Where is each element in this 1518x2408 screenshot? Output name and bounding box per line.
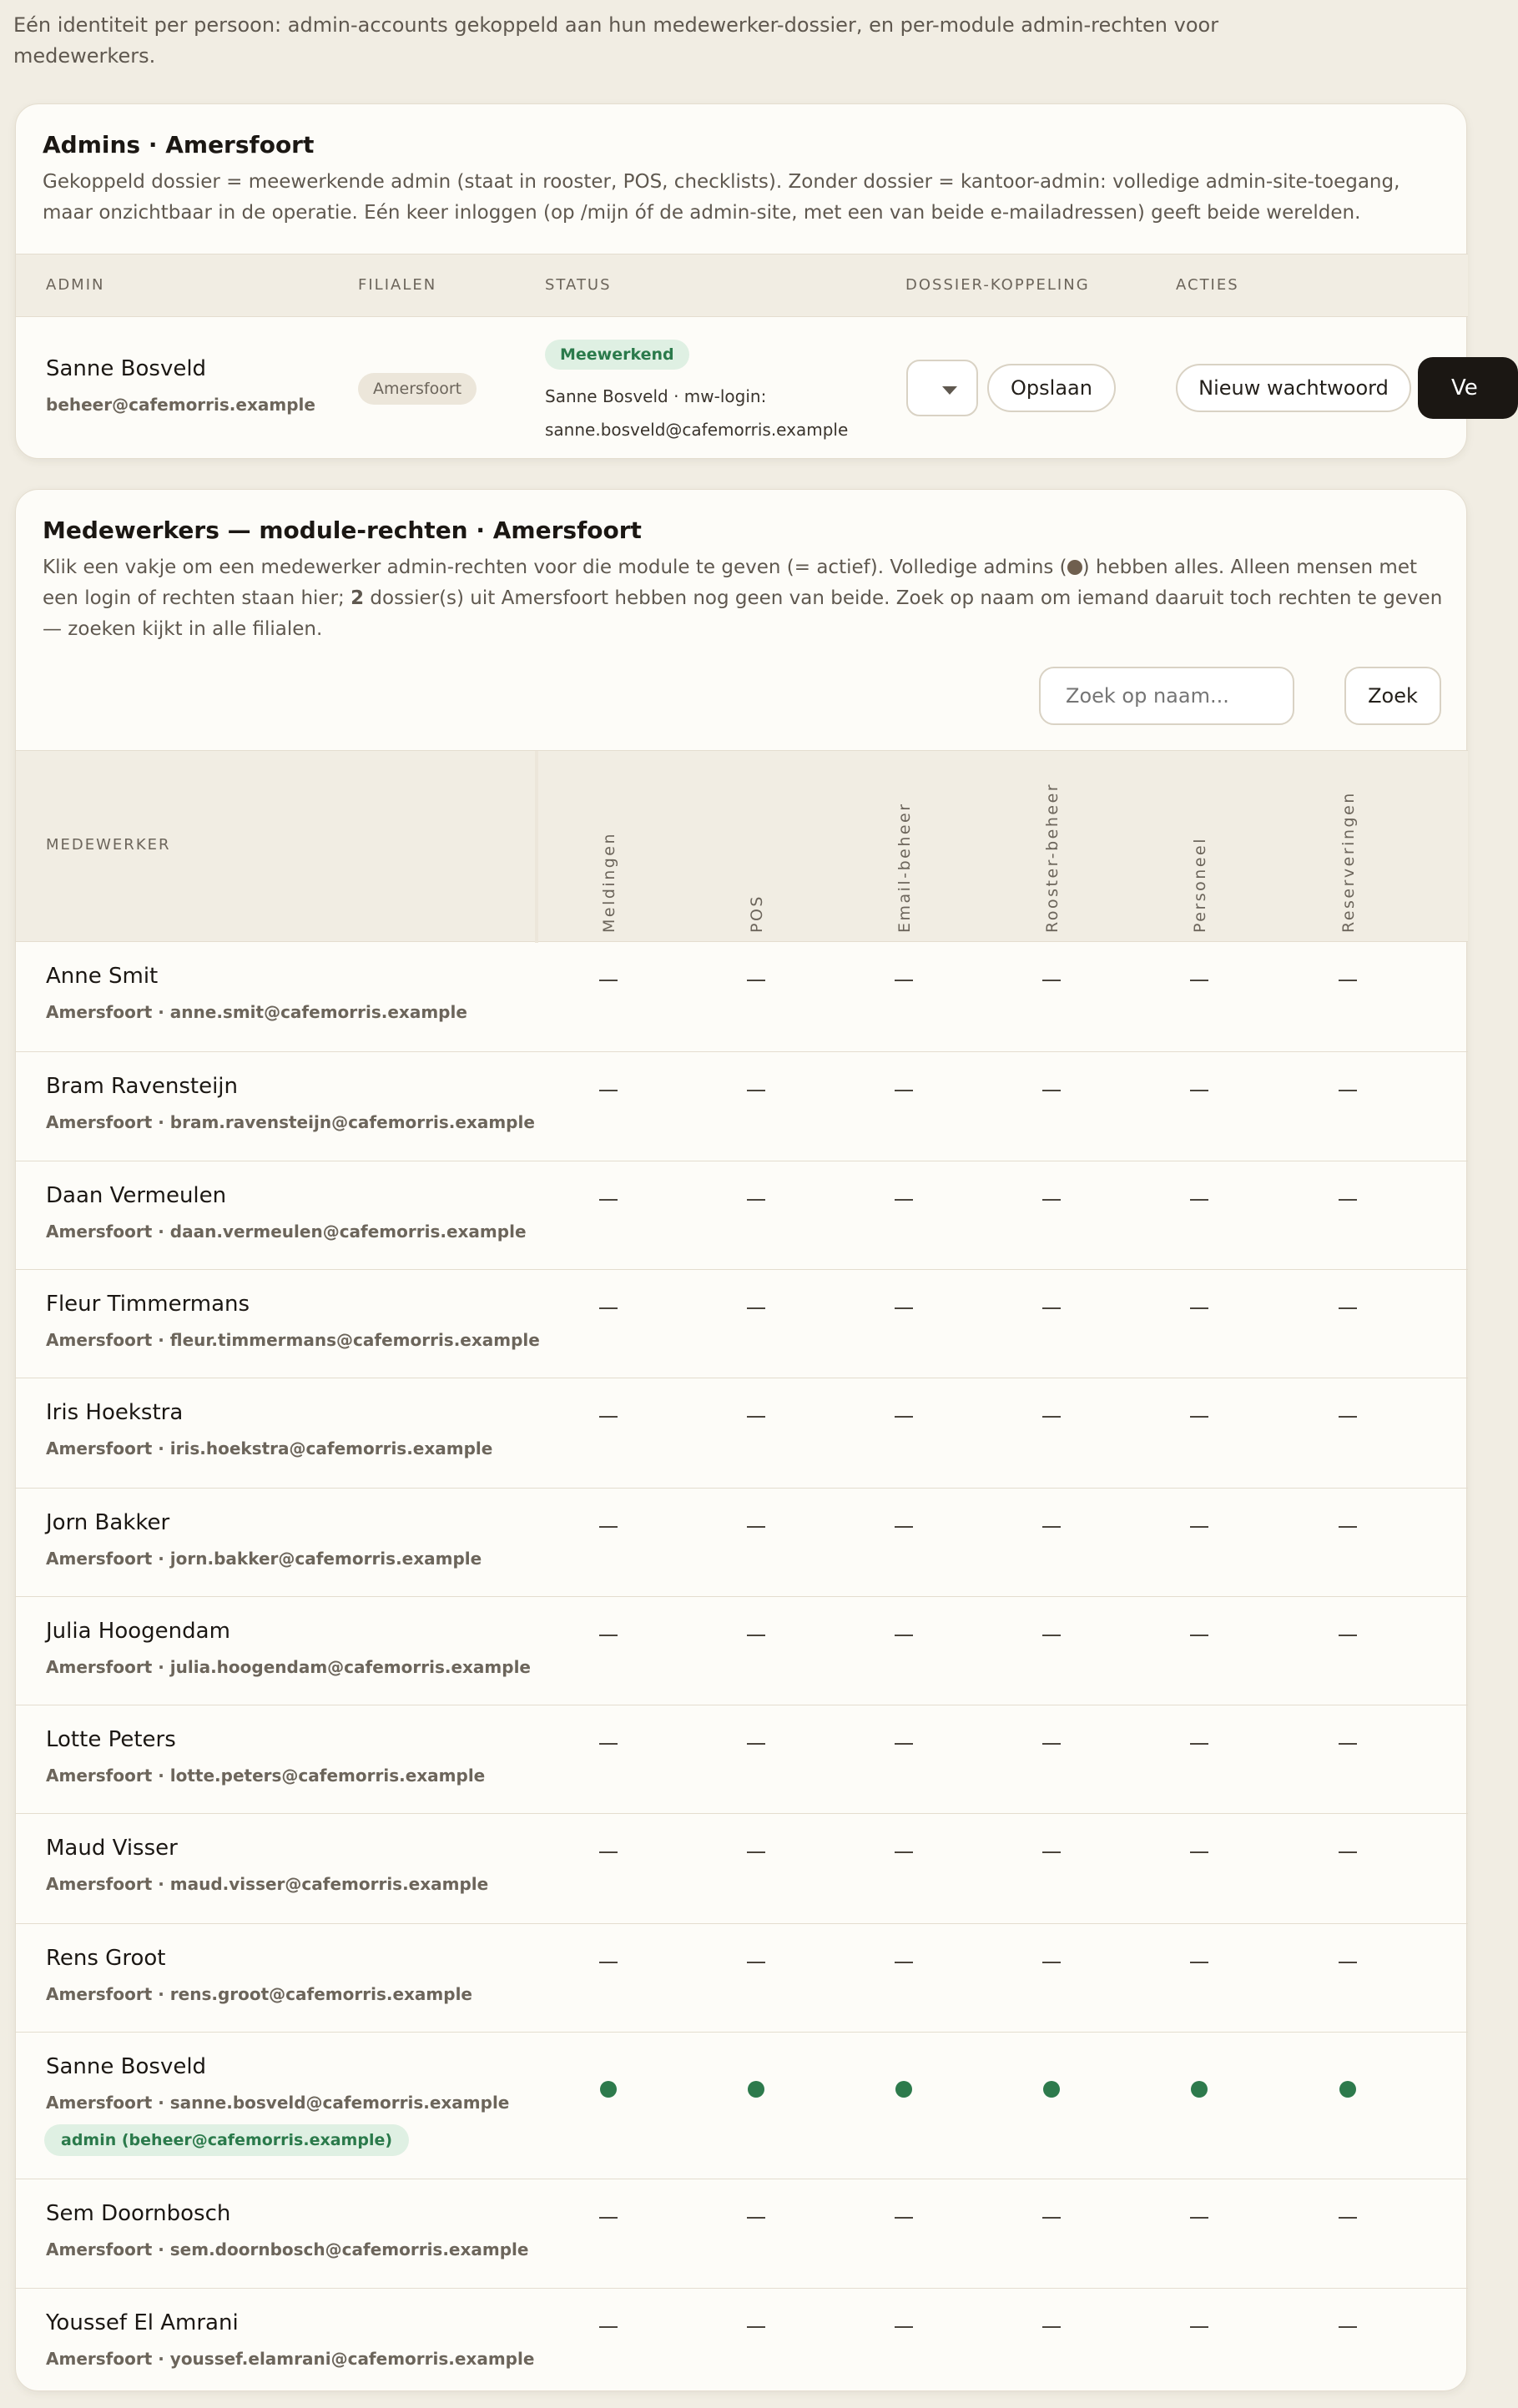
inactive-dash-icon (1339, 2326, 1357, 2328)
inactive-dash-icon (1042, 1526, 1061, 1528)
employee-subtitle: Amersfoort · jorn.bakker@cafemorris.example (46, 1549, 482, 1569)
employee-subtitle: Amersfoort · julia.hoogendam@cafemorris.example (46, 1657, 531, 1677)
inactive-dash-icon (1042, 1851, 1061, 1853)
permission-toggle-rooster-beheer[interactable] (1035, 2073, 1068, 2106)
admin-dot-icon (1067, 560, 1082, 575)
inactive-dash-icon (895, 980, 913, 981)
col-acties: ACTIES (1176, 276, 1239, 294)
permission-toggle-meldingen[interactable] (592, 2073, 625, 2106)
inactive-dash-icon (895, 1199, 913, 1201)
inactive-dash-icon (747, 1199, 765, 1201)
permission-toggle-meldingen[interactable] (592, 1183, 625, 1217)
dark-action-button[interactable]: Ve (1418, 357, 1518, 419)
employee-name: Anne Smit (46, 964, 159, 989)
permission-toggle-rooster-beheer[interactable] (1035, 1292, 1068, 1325)
permission-toggle-reserveringen[interactable] (1331, 1292, 1364, 1325)
active-dot-icon (1339, 2081, 1356, 2098)
table-row (16, 1705, 1468, 1813)
table-row (16, 1923, 1468, 2032)
inactive-dash-icon (747, 1851, 765, 1853)
permission-toggle-email-beheer[interactable] (887, 1946, 920, 1979)
table-row (16, 1813, 1468, 1923)
permission-toggle-pos[interactable] (739, 1400, 773, 1433)
employee-subtitle: Amersfoort · fleur.timmermans@cafemorris.example (46, 1330, 540, 1350)
table-row (16, 1161, 1468, 1269)
desc-count: 2 (351, 587, 365, 609)
permission-toggle-pos[interactable] (739, 964, 773, 997)
employee-subtitle: Amersfoort · sanne.bosveld@cafemorris.example (46, 2093, 510, 2113)
status-line-1: Sanne Bosveld · mw-login: (545, 386, 767, 406)
inactive-dash-icon (599, 2217, 618, 2219)
desc-part-1: Klik een vakje om een medewerker admin-rechten voor die module te geven (= actief). Volledige admins ( (43, 557, 1067, 578)
staff-description (43, 552, 1453, 645)
inactive-dash-icon (1339, 2217, 1357, 2219)
desc-part-2: ) hebben alles. Alleen mensen met een login of rechten staan hier; (43, 557, 1417, 609)
permission-toggle-rooster-beheer[interactable] (1035, 1183, 1068, 1217)
inactive-dash-icon (599, 1962, 618, 1963)
permission-toggle-reserveringen[interactable] (1331, 964, 1364, 997)
col-dossier: DOSSIER-KOPPELING (905, 276, 1090, 294)
permission-toggle-pos[interactable] (739, 1183, 773, 1217)
permission-toggle-email-beheer[interactable] (887, 1400, 920, 1433)
permission-toggle-meldingen[interactable] (592, 1727, 625, 1761)
col-admin: ADMIN (46, 276, 105, 294)
employee-name: Lotte Peters (46, 1727, 176, 1752)
permission-toggle-reserveringen[interactable] (1331, 1836, 1364, 1869)
inactive-dash-icon (1190, 2217, 1208, 2219)
permission-toggle-reserveringen[interactable] (1331, 1074, 1364, 1107)
permission-toggle-email-beheer[interactable] (887, 1619, 920, 1652)
permission-toggle-personeel[interactable] (1183, 1400, 1216, 1433)
permission-toggle-rooster-beheer[interactable] (1035, 1836, 1068, 1869)
permission-toggle-reserveringen[interactable] (1331, 1619, 1364, 1652)
permission-toggle-meldingen[interactable] (592, 2310, 625, 2344)
permission-toggle-personeel[interactable] (1183, 1510, 1216, 1544)
inactive-dash-icon (895, 1635, 913, 1636)
permission-toggle-rooster-beheer[interactable] (1035, 1074, 1068, 1107)
employee-name: Maud Visser (46, 1836, 178, 1861)
inactive-dash-icon (895, 2326, 913, 2328)
inactive-dash-icon (1190, 1307, 1208, 1309)
page-intro: Eén identiteit per persoon: admin-accounts gekoppeld aan hun medewerker-dossier, en per-module admin-rechten voor medewerkers. (13, 13, 1219, 68)
active-dot-icon (1191, 2081, 1208, 2098)
employee-subtitle: Amersfoort · anne.smit@cafemorris.example (46, 1002, 467, 1022)
inactive-dash-icon (1339, 1526, 1357, 1528)
permission-toggle-reserveringen[interactable] (1331, 2310, 1364, 2344)
inactive-dash-icon (1190, 1090, 1208, 1091)
dossier-select[interactable] (906, 360, 978, 416)
employee-subtitle: Amersfoort · daan.vermeulen@cafemorris.example (46, 1222, 527, 1242)
inactive-dash-icon (599, 1416, 618, 1418)
col-module-1: POS (748, 894, 766, 933)
desc-part-3: dossier(s) uit Amersfoort hebben nog geen van beide. Zoek op naam om iemand daaruit toch rechten te geven — zoeken kijkt in alle filialen. (43, 587, 1443, 640)
employee-name: Jorn Bakker (46, 1510, 170, 1535)
inactive-dash-icon (1042, 1416, 1061, 1418)
admin-email: beheer@cafemorris.example (46, 395, 315, 415)
permission-toggle-meldingen[interactable] (592, 1400, 625, 1433)
permission-toggle-email-beheer[interactable] (887, 2310, 920, 2344)
inactive-dash-icon (599, 1743, 618, 1745)
location-pill: Amersfoort (358, 373, 477, 405)
employee-name: Rens Groot (46, 1946, 166, 1971)
active-dot-icon (748, 2081, 764, 2098)
inactive-dash-icon (1339, 1962, 1357, 1963)
active-dot-icon (1043, 2081, 1060, 2098)
col-module-0: Meldingen (600, 831, 618, 933)
inactive-dash-icon (747, 1416, 765, 1418)
permission-toggle-pos[interactable] (739, 1619, 773, 1652)
inactive-dash-icon (747, 1635, 765, 1636)
inactive-dash-icon (895, 1526, 913, 1528)
inactive-dash-icon (895, 1090, 913, 1091)
employee-name: Sem Doornbosch (46, 2201, 231, 2226)
employee-name: Julia Hoogendam (46, 1619, 230, 1644)
table-row (16, 1378, 1468, 1488)
inactive-dash-icon (895, 1307, 913, 1309)
admins-title: Admins · Amersfoort (43, 131, 315, 159)
permission-toggle-rooster-beheer[interactable] (1035, 2201, 1068, 2234)
inactive-dash-icon (895, 1962, 913, 1963)
inactive-dash-icon (599, 1635, 618, 1636)
permission-toggle-pos[interactable] (739, 1727, 773, 1761)
permission-toggle-pos[interactable] (739, 1510, 773, 1544)
inactive-dash-icon (599, 1199, 618, 1201)
permission-toggle-meldingen[interactable] (592, 964, 625, 997)
permission-toggle-meldingen[interactable] (592, 1836, 625, 1869)
status-detail (545, 380, 848, 446)
staff-table-header (16, 750, 1468, 942)
permission-toggle-personeel[interactable] (1183, 1836, 1216, 1869)
permission-toggle-email-beheer[interactable] (887, 1292, 920, 1325)
inactive-dash-icon (1339, 1416, 1357, 1418)
inactive-dash-icon (1042, 1090, 1061, 1091)
col-filialen: FILIALEN (358, 276, 437, 294)
employee-subtitle: Amersfoort · rens.groot@cafemorris.example (46, 1984, 472, 2004)
inactive-dash-icon (1190, 1526, 1208, 1528)
col-status: STATUS (545, 276, 612, 294)
employee-subtitle: Amersfoort · youssef.elamrani@cafemorris.example (46, 2349, 535, 2369)
permission-toggle-personeel[interactable] (1183, 2201, 1216, 2234)
employee-subtitle: Amersfoort · sem.doornbosch@cafemorris.example (46, 2239, 529, 2259)
inactive-dash-icon (1190, 1851, 1208, 1853)
inactive-dash-icon (1190, 1962, 1208, 1963)
permission-toggle-email-beheer[interactable] (887, 1836, 920, 1869)
employee-subtitle: Amersfoort · maud.visser@cafemorris.example (46, 1874, 489, 1894)
permission-toggle-pos[interactable] (739, 1292, 773, 1325)
inactive-dash-icon (747, 2326, 765, 2328)
inactive-dash-icon (1042, 2326, 1061, 2328)
table-row (16, 1488, 1468, 1596)
employee-subtitle: Amersfoort · bram.ravensteijn@cafemorris.example (46, 1112, 535, 1132)
search-button[interactable]: Zoek (1344, 667, 1441, 725)
permission-toggle-rooster-beheer[interactable] (1035, 964, 1068, 997)
permission-toggle-pos[interactable] (739, 1836, 773, 1869)
inactive-dash-icon (895, 1851, 913, 1853)
admins-description: Gekoppeld dossier = meewerkende admin (staat in rooster, POS, checklists). Zonder dossier = kantoor-admin: volledige admin-site-toegang, maar onzichtbaar in de operatie. Eén keer inloggen (op /mijn óf de admin-site, met een van beide e-mailadressen) geeft beide werelden. (43, 171, 1400, 224)
permission-toggle-rooster-beheer[interactable] (1035, 2310, 1068, 2344)
permission-toggle-reserveringen[interactable] (1331, 1510, 1364, 1544)
inactive-dash-icon (1339, 1635, 1357, 1636)
permission-toggle-meldingen[interactable] (592, 1946, 625, 1979)
inactive-dash-icon (1042, 1307, 1061, 1309)
employee-name: Fleur Timmermans (46, 1292, 250, 1317)
inactive-dash-icon (1190, 1416, 1208, 1418)
status-badge: Meewerkend (545, 340, 689, 370)
inactive-dash-icon (747, 1090, 765, 1091)
inactive-dash-icon (747, 1962, 765, 1963)
table-row (16, 2288, 1468, 2392)
inactive-dash-icon (747, 980, 765, 981)
inactive-dash-icon (1042, 1199, 1061, 1201)
table-row (16, 1051, 1468, 1161)
col-medewerker: MEDEWERKER (46, 836, 171, 854)
admin-tag: admin (beheer@cafemorris.example) (44, 2124, 409, 2156)
employee-name: Bram Ravensteijn (46, 1074, 239, 1099)
save-button[interactable]: Opslaan (987, 364, 1116, 412)
inactive-dash-icon (747, 1526, 765, 1528)
table-row (16, 1269, 1468, 1378)
col-module-4: Personeel (1191, 836, 1209, 933)
admins-card (15, 103, 1478, 459)
inactive-dash-icon (1042, 1635, 1061, 1636)
employee-name: Iris Hoekstra (46, 1400, 184, 1425)
permission-toggle-pos[interactable] (739, 1074, 773, 1107)
inactive-dash-icon (747, 2217, 765, 2219)
inactive-dash-icon (599, 980, 618, 981)
status-line-2: sanne.bosveld@cafemorris.example (545, 420, 849, 440)
inactive-dash-icon (599, 2326, 618, 2328)
permission-toggle-email-beheer[interactable] (887, 2201, 920, 2234)
search-input[interactable] (1039, 667, 1294, 725)
employee-subtitle: Amersfoort · iris.hoekstra@cafemorris.example (46, 1438, 493, 1458)
inactive-dash-icon (895, 2217, 913, 2219)
table-row (16, 942, 1468, 1051)
permission-toggle-rooster-beheer[interactable] (1035, 1727, 1068, 1761)
chevron-down-icon (942, 386, 957, 395)
inactive-dash-icon (1042, 2217, 1061, 2219)
inactive-dash-icon (1339, 1090, 1357, 1091)
permission-toggle-personeel[interactable] (1183, 1074, 1216, 1107)
col-module-2: Email-beheer (895, 802, 914, 933)
permission-toggle-email-beheer[interactable] (887, 1510, 920, 1544)
permission-toggle-meldingen[interactable] (592, 1074, 625, 1107)
inactive-dash-icon (895, 1743, 913, 1745)
permission-toggle-personeel[interactable] (1183, 1292, 1216, 1325)
admins-table-header (16, 254, 1468, 317)
header-divider (535, 751, 538, 943)
employee-name: Daan Vermeulen (46, 1183, 227, 1208)
permission-toggle-meldingen[interactable] (592, 1292, 625, 1325)
inactive-dash-icon (1042, 1962, 1061, 1963)
inactive-dash-icon (1190, 2326, 1208, 2328)
staff-permissions-card (15, 489, 1467, 2391)
inactive-dash-icon (1190, 1743, 1208, 1745)
permission-toggle-pos[interactable] (739, 2201, 773, 2234)
permission-toggle-personeel[interactable] (1183, 1727, 1216, 1761)
active-dot-icon (895, 2081, 912, 2098)
inactive-dash-icon (1339, 1851, 1357, 1853)
permission-toggle-meldingen[interactable] (592, 1510, 625, 1544)
permission-toggle-personeel[interactable] (1183, 1183, 1216, 1217)
inactive-dash-icon (1042, 1743, 1061, 1745)
table-row (16, 1596, 1468, 1705)
permission-toggle-rooster-beheer[interactable] (1035, 1946, 1068, 1979)
inactive-dash-icon (747, 1307, 765, 1309)
inactive-dash-icon (599, 1526, 618, 1528)
admin-name: Sanne Bosveld (46, 356, 207, 381)
permission-toggle-reserveringen[interactable] (1331, 1183, 1364, 1217)
new-password-button[interactable]: Nieuw wachtwoord (1176, 364, 1411, 412)
permission-toggle-rooster-beheer[interactable] (1035, 1400, 1068, 1433)
permission-toggle-pos[interactable] (739, 1946, 773, 1979)
employee-name: Youssef El Amrani (46, 2310, 239, 2335)
table-row (16, 2179, 1468, 2288)
inactive-dash-icon (599, 1307, 618, 1309)
inactive-dash-icon (1190, 980, 1208, 981)
permission-toggle-meldingen[interactable] (592, 1619, 625, 1652)
permission-toggle-pos[interactable] (739, 2310, 773, 2344)
inactive-dash-icon (1339, 980, 1357, 981)
permission-toggle-email-beheer[interactable] (887, 2073, 920, 2106)
inactive-dash-icon (1339, 1199, 1357, 1201)
permission-toggle-email-beheer[interactable] (887, 1183, 920, 1217)
inactive-dash-icon (1339, 1307, 1357, 1309)
col-module-5: Reserveringen (1339, 791, 1358, 933)
permission-toggle-personeel[interactable] (1183, 1946, 1216, 1979)
inactive-dash-icon (1042, 980, 1061, 981)
permission-toggle-reserveringen[interactable] (1331, 1946, 1364, 1979)
permission-toggle-reserveringen[interactable] (1331, 2201, 1364, 2234)
employee-subtitle: Amersfoort · lotte.peters@cafemorris.example (46, 1766, 486, 1786)
permission-toggle-personeel[interactable] (1183, 1619, 1216, 1652)
inactive-dash-icon (1190, 1635, 1208, 1636)
inactive-dash-icon (599, 1090, 618, 1091)
permission-toggle-rooster-beheer[interactable] (1035, 1619, 1068, 1652)
active-dot-icon (600, 2081, 617, 2098)
permission-toggle-rooster-beheer[interactable] (1035, 1510, 1068, 1544)
permission-toggle-email-beheer[interactable] (887, 1074, 920, 1107)
inactive-dash-icon (599, 1851, 618, 1853)
inactive-dash-icon (1190, 1199, 1208, 1201)
inactive-dash-icon (747, 1743, 765, 1745)
inactive-dash-icon (895, 1416, 913, 1418)
permission-toggle-email-beheer[interactable] (887, 1727, 920, 1761)
permission-toggle-meldingen[interactable] (592, 2201, 625, 2234)
permission-toggle-reserveringen[interactable] (1331, 1727, 1364, 1761)
permission-toggle-personeel[interactable] (1183, 2310, 1216, 2344)
permission-toggle-email-beheer[interactable] (887, 964, 920, 997)
permission-toggle-reserveringen[interactable] (1331, 2073, 1364, 2106)
employee-name: Sanne Bosveld (46, 2054, 207, 2079)
col-module-3: Rooster-beheer (1043, 782, 1062, 933)
table-row (16, 2032, 1468, 2179)
permission-toggle-reserveringen[interactable] (1331, 1400, 1364, 1433)
staff-title: Medewerkers — module-rechten · Amersfoort (43, 516, 642, 544)
permission-toggle-personeel[interactable] (1183, 2073, 1216, 2106)
permission-toggle-personeel[interactable] (1183, 964, 1216, 997)
permission-toggle-pos[interactable] (739, 2073, 773, 2106)
inactive-dash-icon (1339, 1743, 1357, 1745)
